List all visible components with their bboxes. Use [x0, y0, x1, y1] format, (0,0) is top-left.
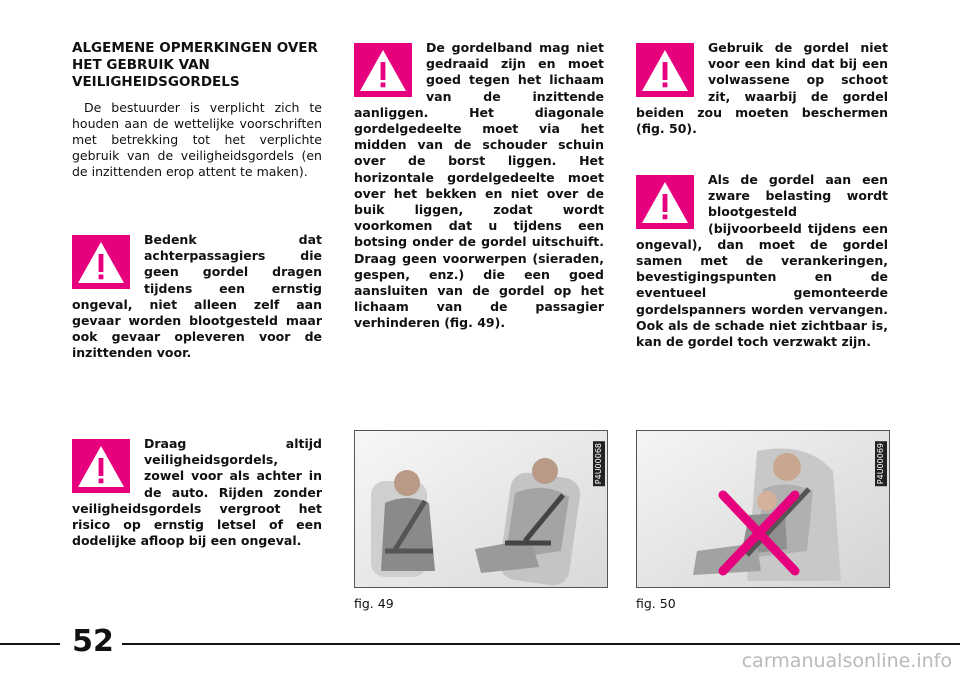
- warning-icon: [72, 235, 130, 289]
- warning-rear-passengers: [72, 232, 322, 362]
- figure-50: [636, 430, 890, 588]
- watermark: carmanualsonline.info: [741, 650, 952, 672]
- warning-heavy-load: [636, 172, 888, 350]
- figure-49: [354, 430, 608, 588]
- figure-50-caption: fig. 50: [636, 596, 676, 611]
- warning-always-wear: [72, 436, 322, 549]
- warning-belt-twisted: [354, 40, 604, 332]
- figure-49-caption: fig. 49: [354, 596, 394, 611]
- footer-rule: [0, 643, 60, 645]
- child-on-lap-illustration: [637, 431, 889, 587]
- page-number: 52: [72, 624, 114, 659]
- figure-code: P4U00069: [876, 443, 885, 485]
- warning-icon: [72, 439, 130, 493]
- warning-icon: [636, 43, 694, 97]
- intro-paragraph: De bestuurder is verplicht zich te houden aan de wettelijke voorschriften met betrekking tot het verplichte gebruik van de veiligheidsgordels (en de inzittenden erop attent te maken).: [72, 100, 322, 179]
- warning-icon: [636, 175, 694, 229]
- warning-text: De gordelband mag niet gedraaid zijn en moet goed tegen het lichaam van de inzittende aanliggen. Het diagonale gordelgedeelte moet via het midden van de schouder schuin over de borst liggen. Het horizontale gordelgedeelte moet over het bekken en niet over de buik liggen, zodat wordt voorkomen dat u tijdens een botsing onder de gordel uitschuift. Draag geen voorwerpen (sieraden, gespen, enz.) die een goed aansluiten van de gordel op het lichaam van de passagier verhinderen (fig. 49).: [354, 40, 604, 331]
- section-heading: ALGEMENE OPMERKINGEN OVER HET GEBRUIK VAN VEILIGHEIDSGORDELS: [72, 40, 318, 90]
- footer-rule: [122, 643, 960, 645]
- warning-text: Draag altijd veiligheidsgordels, zowel voor als achter in de auto. Rijden zonder veiligheidsgordels vergroot het risico op ernstig letsel of een dodelijke afloop bij een ongeval.: [72, 436, 322, 549]
- figure-code: P4U00068: [594, 443, 603, 485]
- warning-icon: [354, 43, 412, 97]
- warning-text: Als de gordel aan een zware belasting wordt blootgesteld (bijvoorbeeld tijdens een ongeval), dan moet de gordel samen met de verankeringen, bevestigingspunten en de eventueel gemonteerde gordelspanners worden vervangen. Ook als de schade niet zichtbaar is, kan de gordel toch verzwakt zijn.: [636, 172, 888, 350]
- seatbelt-illustration: [355, 431, 607, 587]
- warning-child-lap: [636, 40, 888, 137]
- warning-text: Bedenk dat achterpassagiers die geen gordel dragen tijdens een ernstig ongeval, niet alleen zelf aan gevaar worden blootgesteld maar ook gevaar opleveren voor de inzittenden voor.: [72, 232, 322, 361]
- warning-text: Gebruik de gordel niet voor een kind dat bij een volwassene op schoot zit, waarbij de gordel beiden zou moeten beschermen (fig. 50).: [636, 40, 888, 137]
